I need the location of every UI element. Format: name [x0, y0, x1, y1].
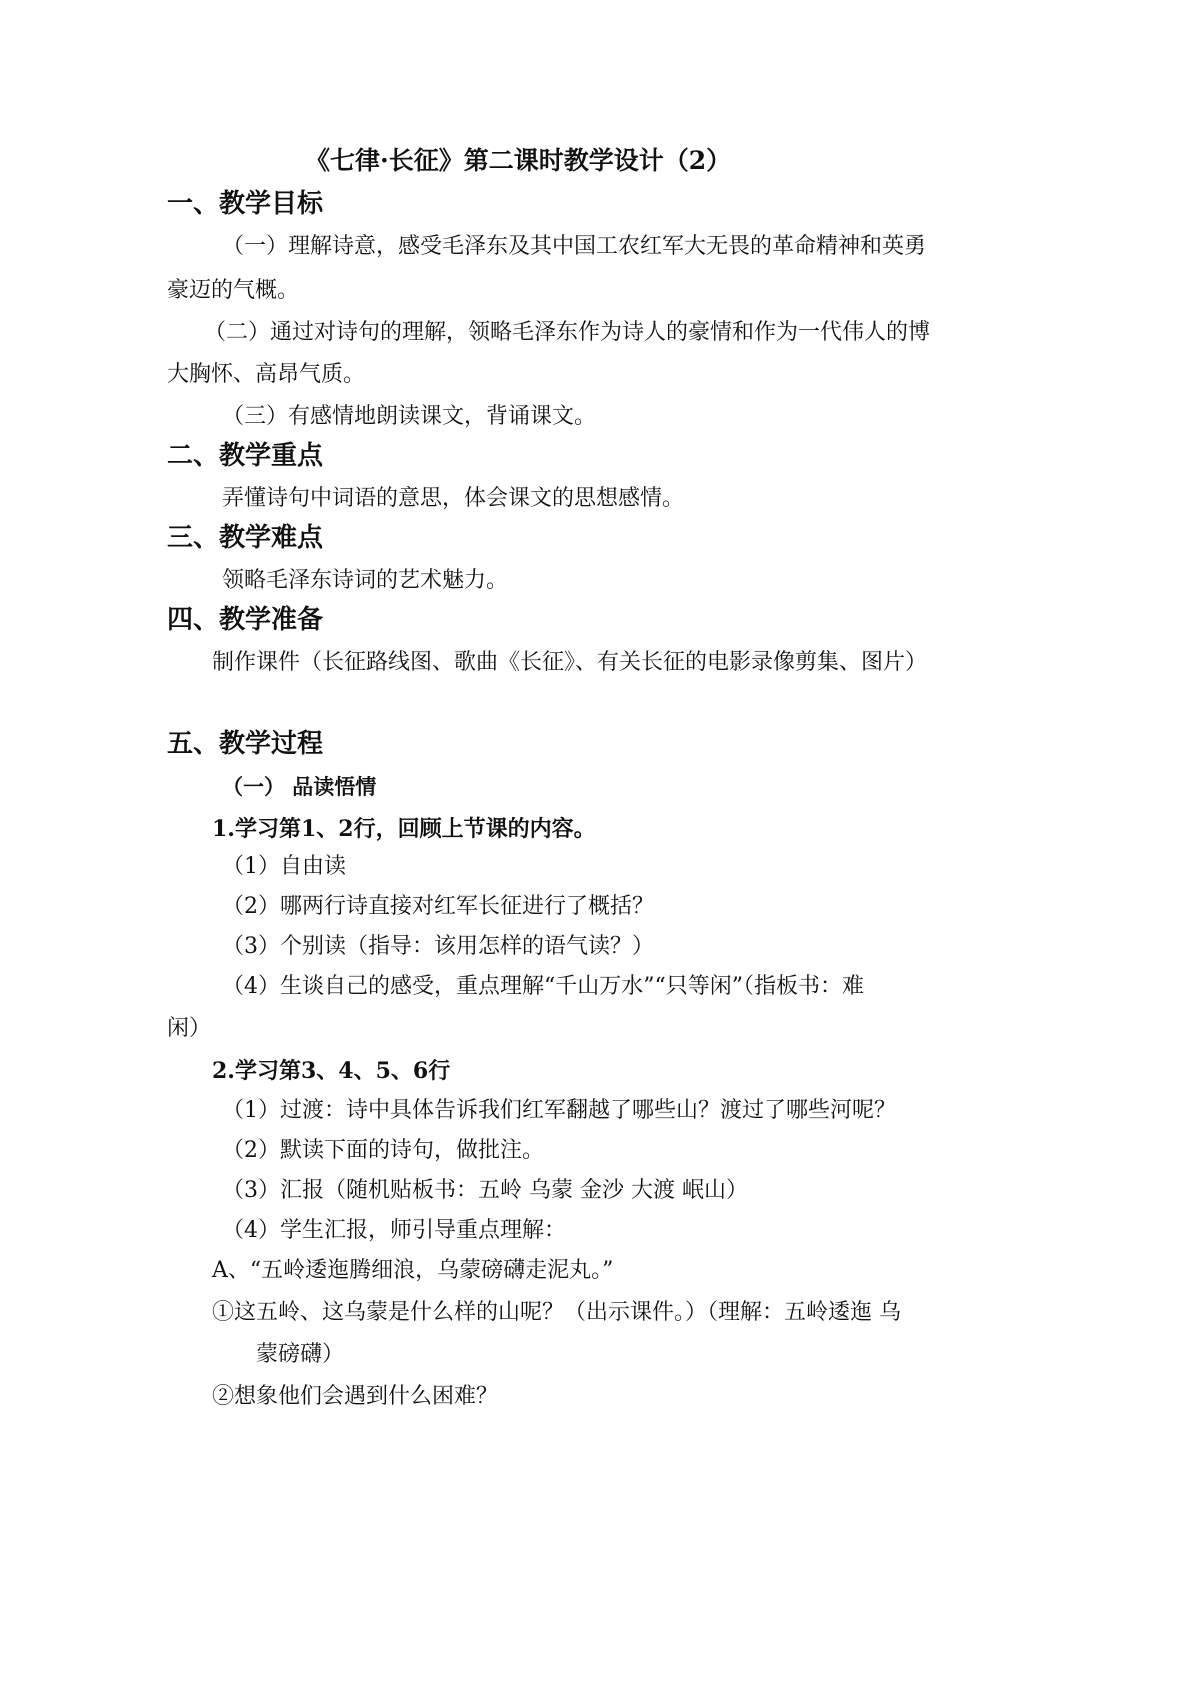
section-heading-preparation: 四、教学准备: [167, 605, 324, 635]
step-1-item-4-line-2: 闲）: [167, 1016, 212, 1041]
step-1-title: 1.学习第1、2行，回顾上节课的内容。: [212, 816, 596, 842]
objective-1-line-2: 豪迈的气概。: [167, 278, 300, 303]
step-2-poem-line-a: A、“五岭逶迤腾细浪，乌蒙磅礴走泥丸。”: [212, 1258, 614, 1283]
step-2-title: 2.学习第3、4、5、6行: [212, 1058, 451, 1084]
step-2-item-1: （1）过渡：诗中具体告诉我们红军翻越了哪些山？渡过了哪些河呢？: [222, 1098, 896, 1123]
key-points-text: 弄懂诗句中词语的意思，体会课文的思想感情。: [222, 486, 685, 511]
section-heading-difficulties: 三、教学难点: [167, 523, 324, 553]
objective-2-line-1: （二）通过对诗句的理解，领略毛泽东作为诗人的豪情和作为一代伟人的博: [204, 320, 931, 345]
step-2-question-1-line-1: ①这五岭、这乌蒙是什么样的山呢？（出示课件。）（理解：五岭逶迤 乌: [212, 1300, 901, 1325]
step-1-item-1: （1）自由读: [222, 854, 346, 879]
step-1-item-3: （3）个别读（指导：该用怎样的语气读？）: [222, 934, 654, 959]
objective-3: （三）有感情地朗读课文，背诵课文。: [222, 404, 597, 429]
step-2-item-4: （4）学生汇报，师引导重点理解：: [222, 1218, 566, 1243]
preparation-text: 制作课件（长征路线图、歌曲《长征》、有关长征的电影录像剪集、图片）: [212, 650, 928, 675]
step-2-item-3: （3）汇报（随机贴板书：五岭 乌蒙 金沙 大渡 岷山）: [222, 1178, 748, 1203]
objective-2-line-2: 大胸怀、高昂气质。: [167, 362, 366, 387]
section-heading-process: 五、教学过程: [167, 729, 324, 759]
step-2-question-2: ②想象他们会遇到什么困难？: [212, 1384, 499, 1409]
objective-1-line-1: （一）理解诗意，感受毛泽东及其中国工农红军大无畏的革命精神和英勇: [222, 234, 927, 259]
step-2-item-2: （2）默读下面的诗句，做批注。: [222, 1138, 544, 1163]
step-1-item-2: （2）哪两行诗直接对红军长征进行了概括？: [222, 894, 654, 919]
document-title: 《七律·长征》第二课时教学设计（2）: [305, 146, 732, 175]
difficulties-text: 领略毛泽东诗词的艺术魅力。: [222, 568, 509, 593]
section-heading-objectives: 一、教学目标: [167, 189, 324, 219]
process-part-1-heading: （一） 品读悟情: [222, 774, 377, 799]
step-1-item-4-line-1: （4）生谈自己的感受，重点理解“千山万水”“只等闲”（指板书：难: [222, 974, 864, 999]
step-2-question-1-line-2: 蒙磅礴）: [256, 1342, 345, 1367]
section-heading-key-points: 二、教学重点: [167, 441, 324, 471]
